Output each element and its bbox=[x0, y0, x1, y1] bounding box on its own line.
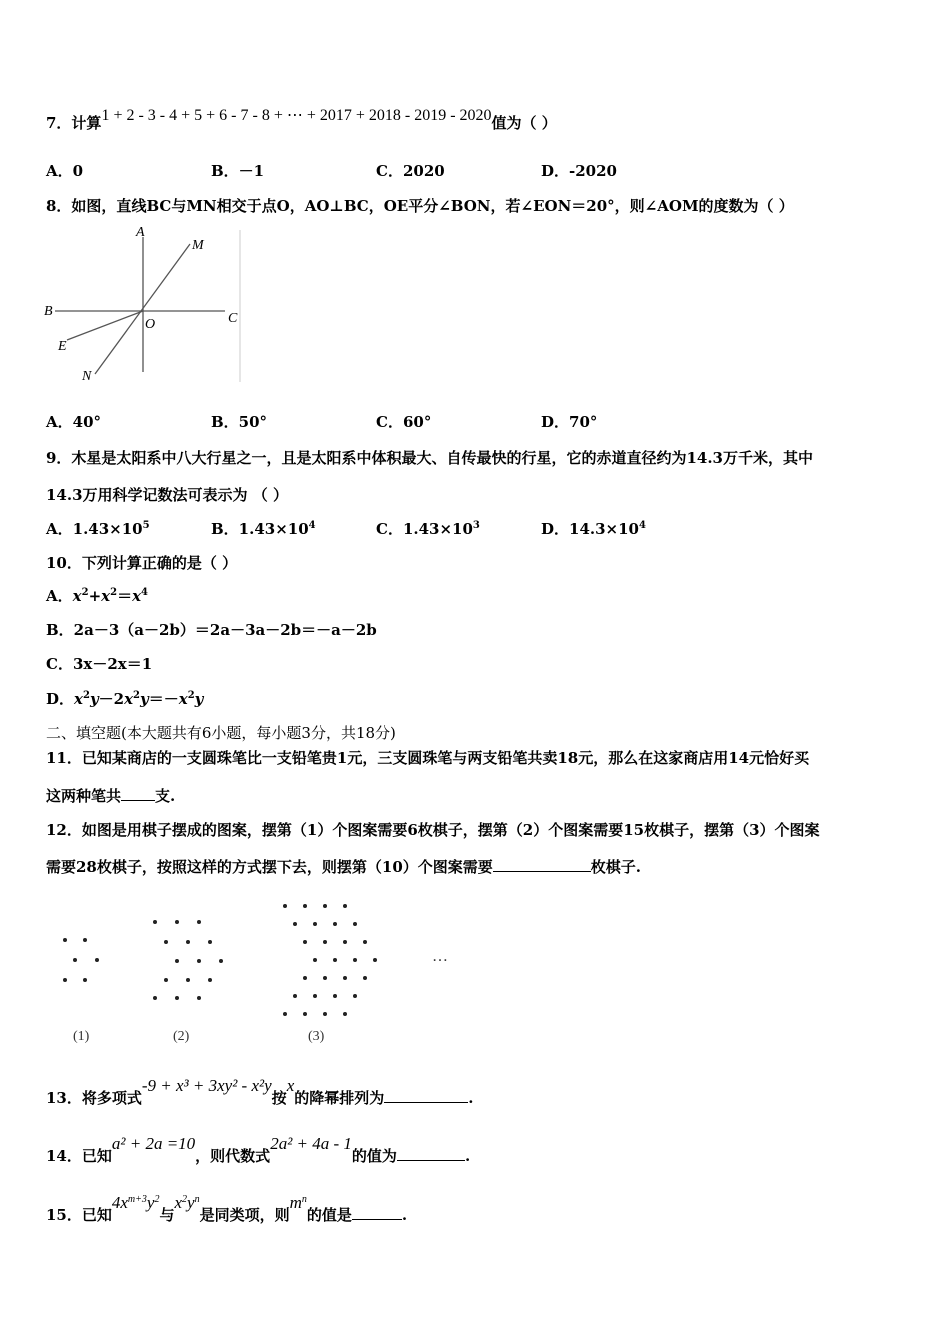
q12-line2: 需要28枚棋子，按照这样的方式摆下去，则摆第（10）个图案需要 枚棋子. bbox=[46, 858, 641, 876]
q7-option-a: A．0 bbox=[46, 162, 84, 180]
q7-line bbox=[46, 104, 557, 132]
q12-pattern-3 bbox=[275, 898, 395, 1018]
q15-term1: $4x^{m+3}y^2$ bbox=[111, 1193, 160, 1212]
line-oe bbox=[67, 311, 143, 340]
label-o: O bbox=[145, 317, 156, 332]
q12-ellipsis: … bbox=[432, 948, 448, 965]
q10-option-b: B．2a－3（a－2b）＝2a－3a－2b＝－a－2b bbox=[46, 621, 377, 639]
q7-option-c: C．2020 bbox=[376, 162, 445, 180]
q10-stem: 10．下列计算正确的是（ ） bbox=[46, 554, 238, 572]
q8-option-c: C．60° bbox=[376, 413, 432, 431]
q8-figure bbox=[40, 222, 245, 387]
q10-option-d: D．$x^2y-2x^2y=-x^2y$ bbox=[46, 690, 204, 708]
q7-suffix: 值为（ ） bbox=[491, 114, 557, 132]
q9-line2: 14.3万用科学记数法可表示为 （ ） bbox=[46, 486, 288, 504]
q7-option-d: D．-2020 bbox=[541, 162, 617, 180]
label-e: E bbox=[58, 339, 67, 354]
label-b: B bbox=[44, 304, 53, 319]
q11-line2: 这两种笔共 支. bbox=[46, 787, 176, 805]
q10-option-a: A．$x^2+x^2=x^4$ bbox=[46, 587, 148, 605]
q11-line1: 11．已知某商店的一支圆珠笔比一支铅笔贵1元，三支圆珠笔与两支铅笔共卖18元，那么在这家商店用14元恰好买 bbox=[46, 749, 810, 767]
q9-line1: 9．木星是太阳系中八大行星之一，且是太阳系中体积最大、自传最快的行星，它的赤道直径约为14.3万千米，其中 bbox=[46, 449, 813, 467]
q7-option-b: B．－1 bbox=[211, 162, 265, 180]
q13-line: 13．将多项式-9 + x³ + 3xy² - x²y按x的降幂排列为 . bbox=[46, 1076, 474, 1107]
label-a: A bbox=[136, 225, 145, 240]
q12-pattern-2 bbox=[145, 912, 235, 1002]
q12-caption-2: (2) bbox=[173, 1029, 190, 1044]
q15-line: 15．已知$4x^{m+3}y^2$与$x^2y^n$是同类项，则$m^n$的值是 . bbox=[46, 1193, 408, 1224]
q9-option-a: A．$1.43\times 10^5$ bbox=[46, 520, 150, 538]
q8-option-d: D．70° bbox=[541, 413, 598, 431]
q8-option-b: B．50° bbox=[211, 413, 268, 431]
q8-option-a: A．40° bbox=[46, 413, 102, 431]
q7-expression: 1 + 2 - 3 - 4 + 5 + 6 - 7 - 8 + ⋯ + 2017 + 2018 - 2019 - 2020 bbox=[101, 107, 492, 124]
q15-term2: $x^2y^n$ bbox=[174, 1193, 200, 1212]
q15-power: $m^n$ bbox=[289, 1193, 307, 1212]
q7-prefix: 7．计算 bbox=[46, 114, 102, 132]
q13-expression: -9 + x³ + 3xy² - x²y bbox=[141, 1076, 272, 1095]
q12-caption-3: (3) bbox=[308, 1029, 325, 1044]
q14-line: 14．已知a² + 2a =10，则代数式2a² + 4a - 1的值为 . bbox=[46, 1134, 471, 1165]
q14-condition: a² + 2a =10 bbox=[111, 1134, 196, 1153]
q9-option-b: B．$1.43\times 10^4$ bbox=[211, 520, 316, 538]
q8-stem: 8．如图，直线BC与MN相交于点O，AO⊥BC，OE平分∠BON，若∠EON＝20°，则∠AOM的度数为（ ） bbox=[46, 197, 794, 215]
label-n: N bbox=[82, 369, 92, 384]
q12-line1: 12．如图是用棋子摆成的图案，摆第（1）个图案需要6枚棋子，摆第（2）个图案需要15枚棋子，摆第（3）个图案 bbox=[46, 821, 820, 839]
label-m: M bbox=[192, 238, 204, 253]
q12-pattern-1 bbox=[55, 930, 115, 990]
section-fill-in-heading: 二、填空题(本大题共有6小题，每小题3分，共18分) bbox=[46, 724, 396, 742]
q9-option-d: D．$14.3\times 10^4$ bbox=[541, 520, 646, 538]
label-c: C bbox=[228, 311, 238, 326]
q12-caption-1: (1) bbox=[73, 1029, 90, 1044]
q13-variable: x bbox=[286, 1076, 295, 1095]
q9-option-c: C．$1.43\times 10^3$ bbox=[376, 520, 480, 538]
q14-expression: 2a² + 4a - 1 bbox=[270, 1134, 352, 1153]
q10-option-c: C．3x－2x＝1 bbox=[46, 655, 153, 673]
